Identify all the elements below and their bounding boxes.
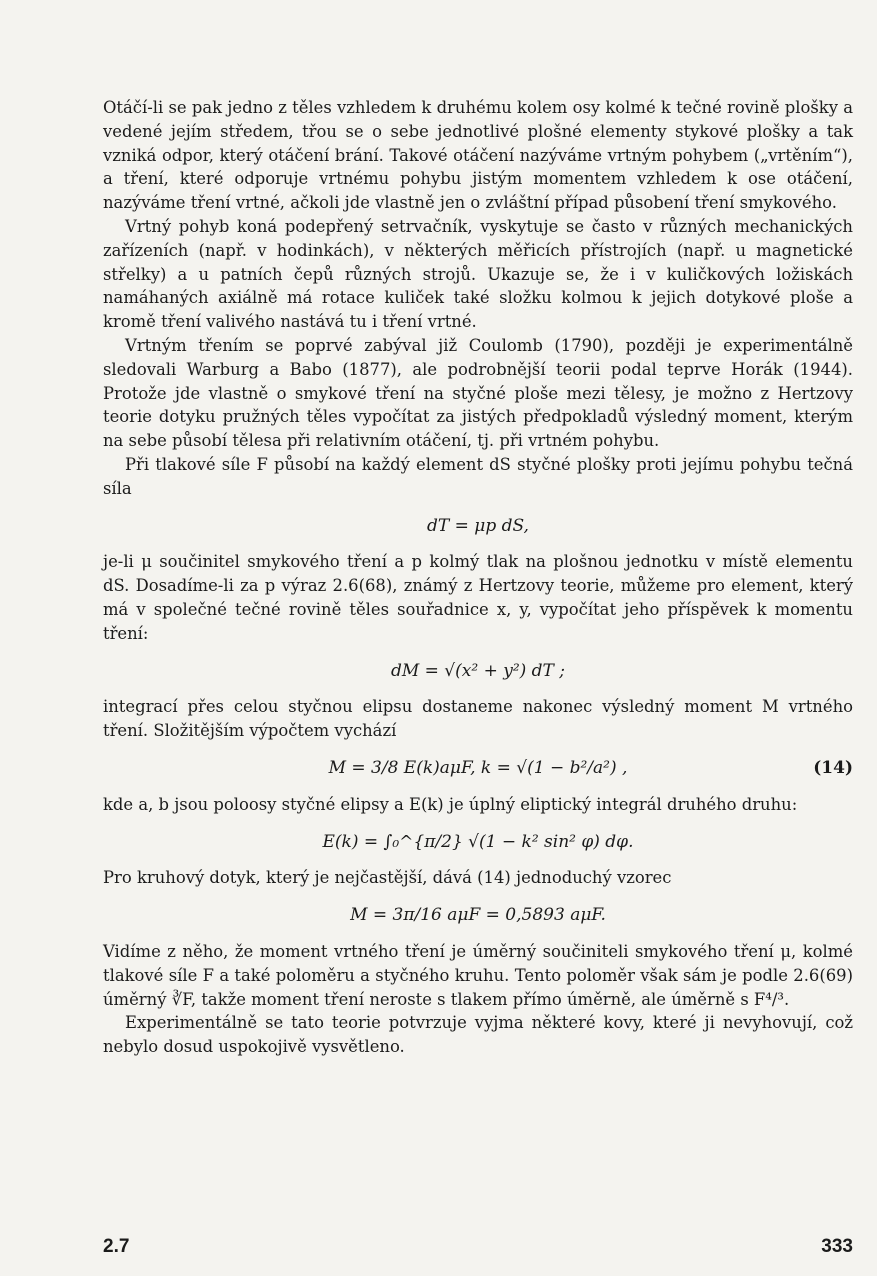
- paragraph-8: Pro kruhový dotyk, který je nejčastější, dává (14) jednoduchý vzorec: [103, 868, 672, 888]
- equation-5: M = 3π/16 aμF = 0,5893 aμF.: [350, 905, 606, 926]
- paragraph-4: Při tlakové síle F působí na každý element dS styčné plošky proti jejímu pohybu tečná síla: [103, 454, 853, 498]
- equation-1: dT = μp dS,: [427, 515, 529, 536]
- equation-4: E(k) = ∫₀^{π/2} √(1 − k² sin² φ) dφ.: [322, 831, 634, 852]
- equation-3-number: (14): [813, 757, 853, 778]
- equation-2: dM = √(x² + y²) dT ;: [390, 660, 566, 681]
- equation-3-block: [103, 757, 853, 781]
- paragraph-7: kde a, b jsou poloosy styčné elipsy a E(k) je úplný eliptický integrál druhého druhu:: [103, 794, 798, 814]
- equation-3: M = 3/8 E(k)aμF, k = √(1 − b²/a²) ,: [328, 757, 628, 778]
- paragraph-10: Experimentálně se tato teorie potvrzuje vyjma některé kovy, které ji nevyhovují, což nebylo dosud uspokojivě vysvětleno.: [103, 1013, 853, 1057]
- paragraph-9: Vidíme z něho, že moment vrtného tření je úměrný součiniteli smykového tření μ, kolmé tlakové síle F a také poloměru a styčného kruhu. Tento poloměr však sám je podle 2.6(69) úměrný ∛F, takže moment tření neroste s tlakem přímo úměrně, ale úměrně s F⁴/³.: [103, 941, 853, 1009]
- paragraph-3: Vrtným třením se poprvé zabýval již Coulomb (1790), později je experimentálně sledovali Warburg a Babo (1877), ale podrobnější teorii podal teprve Horák (1944). Protože jde vlastně o smykové tření na styčné ploše mezi tělesy, je možno z Hertzovy teorie dotyku pružných těles vypočítat za jistých předpokladů výsledný moment, kterým na sebe působí tělesa při relativním otáčení, tj. při vrtném pohybu.: [103, 335, 853, 451]
- paragraph-1: Otáčí-li se pak jedno z těles vzhledem k druhému kolem osy kolmé k tečné rovině plošky a vedené jejím středem, třou se o sebe jednotlivé plošné elementy stykové plošky a tak vzniká odpor, který otáčení brání. Takové otáčení nazýváme vrtným pohybem („vrtěním“), a tření, které odporuje vrtnému pohybu jistým momentem vzhledem k ose otáčení, nazýváme tření vrtné, ačkoli jde vlastně jen o zvláštní případ působení tření smykového.: [103, 98, 853, 213]
- paragraph-2: Vrtný pohyb koná podepřený setrvačník, vyskytuje se často v různých mechanických zařízeních (např. v hodinkách), v některých měřicích přístrojích (např. u magnetické střelky) a u patních čepů různých strojů. Ukazuje se, že i v kuličkových ložiskách namáhaných axiálně má rotace kuliček také složku kolmou k jejich dotykové ploše a kromě tření valivého nastává tu i tření vrtné.: [103, 216, 853, 332]
- page-number: 333: [821, 1236, 853, 1257]
- page-footer: [103, 1236, 853, 1258]
- section-number: 2.7: [103, 1236, 130, 1257]
- page-body: [103, 96, 853, 1059]
- paragraph-5: je-li μ součinitel smykového tření a p kolmý tlak na plošnou jednotku v místě elementu dS. Dosadíme-li za p výraz 2.6(68), známý z Hertzovy teorie, můžeme pro element, který má v společné tečné rovině těles souřadnice x, y, vypočítat jeho příspěvek k momentu tření:: [103, 552, 853, 643]
- paragraph-6: integrací přes celou styčnou elipsu dostaneme nakonec výsledný moment M vrtného tření. Složitějším výpočtem vychází: [103, 697, 853, 741]
